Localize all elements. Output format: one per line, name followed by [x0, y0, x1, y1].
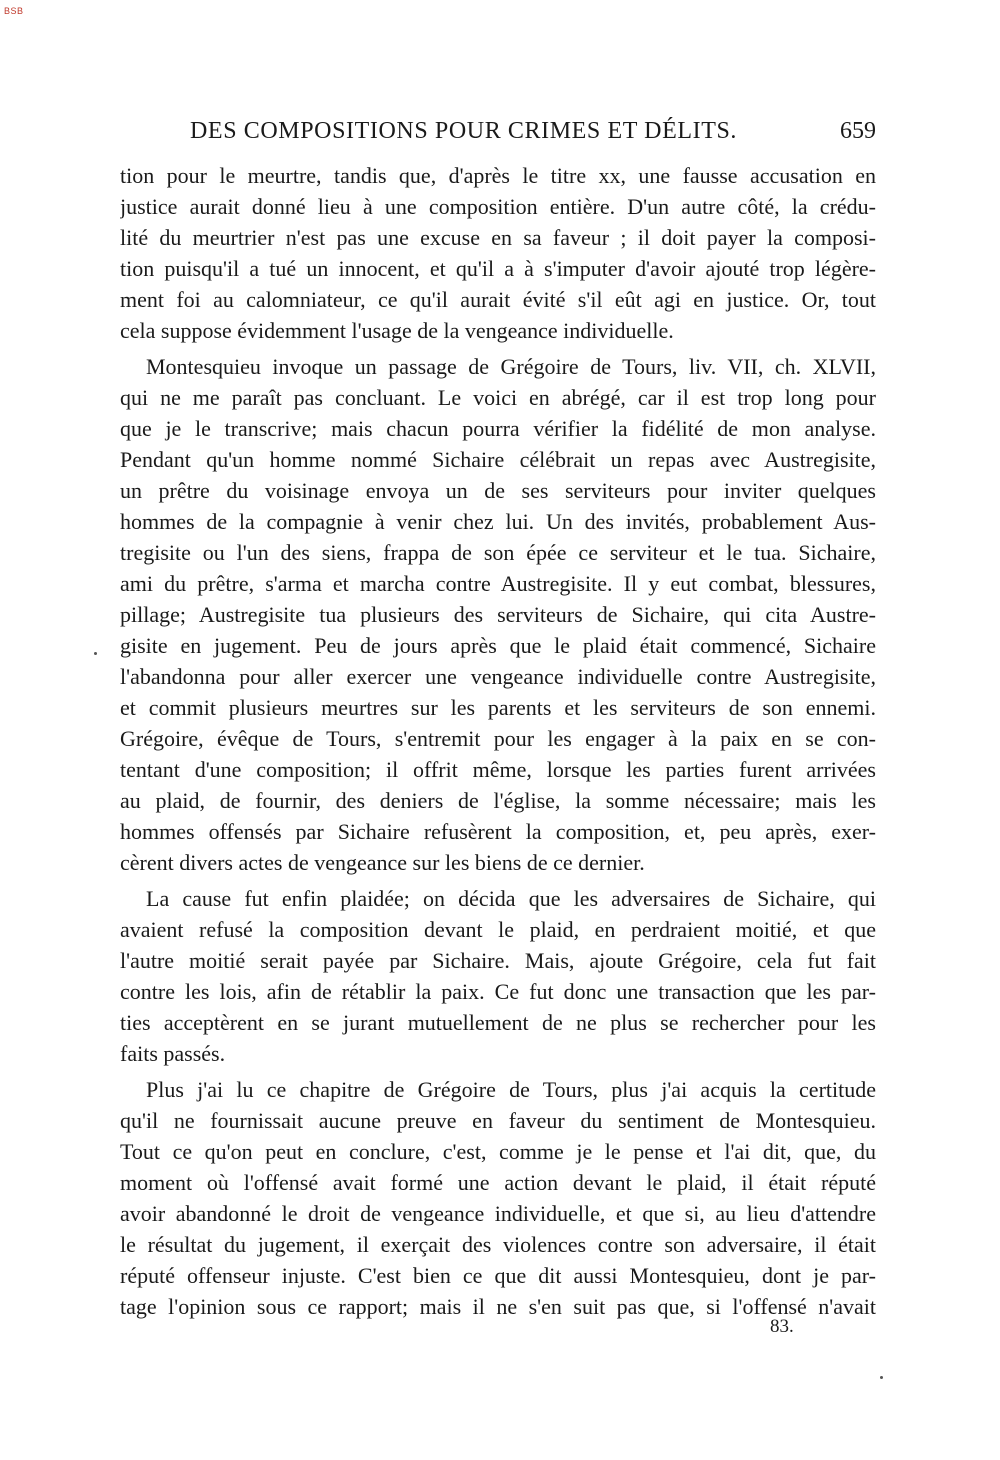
text-line: qu'il ne fournissait aucune preuve en faveur du sentiment de Montesquieu.	[120, 1108, 876, 1133]
text-line: hommes offensés par Sichaire refusèrent la composition, et, peu après, exer-	[120, 819, 876, 844]
text-line: avoir abandonné le droit de vengeance individuelle, et que si, au lieu d'attendre	[120, 1201, 876, 1226]
text-line: tion pour le meurtre, tandis que, d'après le titre xx, une fausse accusation en	[120, 163, 876, 188]
text-line: La cause fut enfin plaidée; on décida que les adversaires de Sichaire, qui	[146, 886, 876, 911]
text-line: cela suppose évidemment l'usage de la vengeance individuelle.	[120, 318, 674, 343]
text-line: ami du prêtre, s'arma et marcha contre Austregisite. Il y eut combat, blessures,	[120, 571, 876, 596]
text-line: pillage; Austregisite tua plusieurs des serviteurs de Sichaire, qui cita Austre-	[120, 602, 876, 627]
paragraph	[120, 351, 876, 878]
text-line: au plaid, de fournir, des deniers de l'église, la somme nécessaire; mais les	[120, 788, 876, 813]
running-header	[120, 118, 882, 154]
text-line: un prêtre du voisinage envoya un de ses serviteurs pour inviter quelques	[120, 478, 876, 503]
text-line: tion puisqu'il a tué un innocent, et qu'il a à s'imputer d'avoir ajouté trop légère-	[120, 256, 876, 281]
paragraph	[120, 160, 876, 346]
body-text	[120, 160, 876, 1327]
text-line: hommes de la compagnie à venir chez lui. Un des invités, probablement Aus-	[120, 509, 876, 534]
text-line: avaient refusé la composition devant le plaid, en perdraient moitié, et que	[120, 917, 876, 942]
text-line: tentant d'une composition; il offrit même, lorsque les parties furent arrivées	[120, 757, 876, 782]
text-line: réputé offenseur injuste. C'est bien ce que dit aussi Montesquieu, dont je par-	[120, 1263, 876, 1288]
print-speck	[94, 652, 97, 655]
text-line: l'abandonna pour aller exercer une vengeance individuelle contre Austregisite,	[120, 664, 876, 689]
text-line: ment foi au calomniateur, ce qu'il aurait évité s'il eût agi en justice. Or, tout	[120, 287, 876, 312]
page-number: 659	[840, 118, 876, 144]
text-line: qui ne me paraît pas concluant. Le voici en abrégé, car il est trop long pour	[120, 385, 876, 410]
text-line: lité du meurtrier n'est pas une excuse en sa faveur ; il doit payer la composi-	[120, 225, 876, 250]
text-line: ties acceptèrent en se jurant mutuellement de ne plus se rechercher pour les	[120, 1010, 876, 1035]
text-line: Grégoire, évêque de Tours, s'entremit pour les engager à la paix en se con-	[120, 726, 876, 751]
text-line: moment où l'offensé avait formé une action devant le plaid, il était réputé	[120, 1170, 876, 1195]
text-line: tage l'opinion sous ce rapport; mais il ne s'en suit pas que, si l'offensé n'avait	[120, 1294, 876, 1319]
text-line: justice aurait donné lieu à une composition entière. D'un autre côté, la crédu-	[120, 194, 876, 219]
text-line: faits passés.	[120, 1041, 226, 1066]
text-line: le résultat du jugement, il exerçait des violences contre son adversaire, il était	[120, 1232, 876, 1257]
paragraph	[120, 883, 876, 1069]
print-speck	[880, 1376, 883, 1379]
text-line: l'autre moitié serait payée par Sichaire. Mais, ajoute Grégoire, cela fut fait	[120, 948, 876, 973]
signature-mark: 83.	[770, 1316, 794, 1337]
running-title: DES COMPOSITIONS POUR CRIMES ET DÉLITS.	[190, 118, 738, 144]
text-line: contre les lois, afin de rétablir la paix. Ce fut donc une transaction que les par-	[120, 979, 876, 1004]
text-line: et commit plusieurs meurtres sur les parents et les serviteurs de son ennemi.	[120, 695, 876, 720]
text-line: Plus j'ai lu ce chapitre de Grégoire de Tours, plus j'ai acquis la certitude	[146, 1077, 876, 1102]
text-line: Pendant qu'un homme nommé Sichaire célébrait un repas avec Austregisite,	[120, 447, 876, 472]
library-stamp: BSB	[4, 6, 24, 16]
text-line: gisite en jugement. Peu de jours après que le plaid était commencé, Sichaire	[120, 633, 876, 658]
text-line: cèrent divers actes de vengeance sur les biens de ce dernier.	[120, 850, 645, 875]
text-line: Tout ce qu'on peut en conclure, c'est, comme je le pense et l'ai dit, que, du	[120, 1139, 876, 1164]
paragraph	[120, 1074, 876, 1322]
text-line: tregisite ou l'un des siens, frappa de son épée ce serviteur et le tua. Sichaire,	[120, 540, 876, 565]
text-line: que je le transcrive; mais chacun pourra vérifier la fidélité de mon analyse.	[120, 416, 876, 441]
text-line: Montesquieu invoque un passage de Grégoire de Tours, liv. VII, ch. XLVII,	[146, 354, 876, 379]
